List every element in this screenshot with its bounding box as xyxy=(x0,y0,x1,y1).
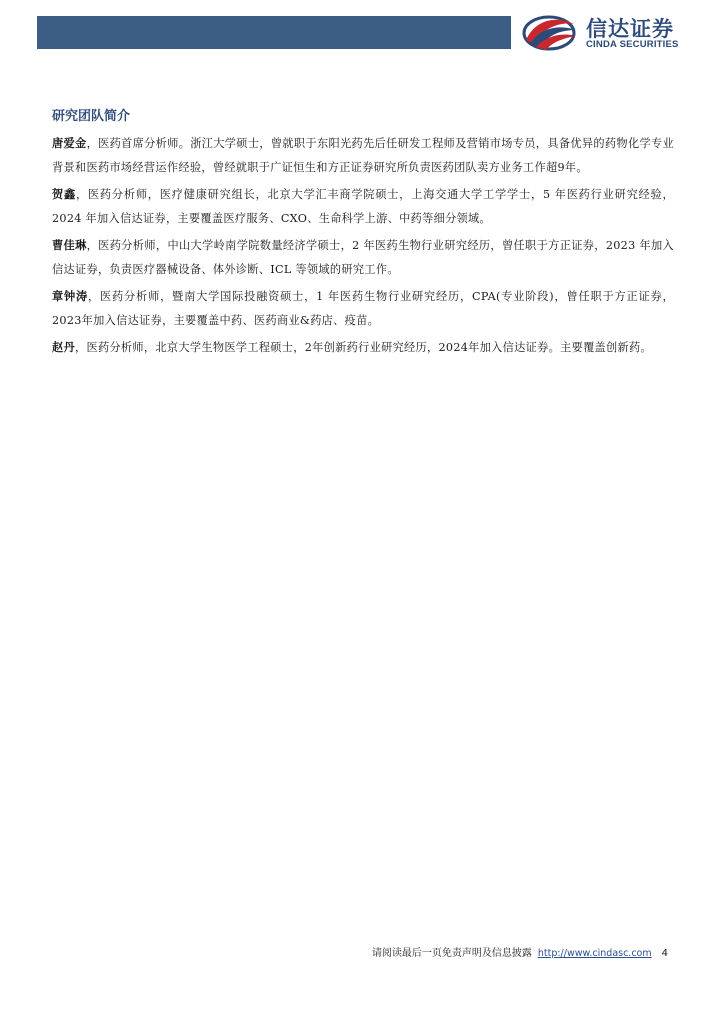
bio-paragraph xyxy=(52,336,674,360)
bio-paragraph xyxy=(52,234,674,281)
bio-paragraph xyxy=(52,183,674,230)
bio-list xyxy=(52,132,674,364)
analyst-bio: ，医药分析师，医疗健康研究组长，北京大学汇丰商学院硕士，上海交通大学工学学士，5 年医药行业研究经验，2024 年加入信达证券，主要覆盖医疗服务、CXO、生命科学上游、中药等细分领域。 xyxy=(52,188,674,225)
analyst-bio: ，医药分析师，暨南大学国际投融资硕士，1 年医药生物行业研究经历，CPA(专业阶段)，曾任职于方正证券，2023年加入信达证券，主要覆盖中药、医药商业&药店、疫苗。 xyxy=(52,290,674,327)
bio-paragraph xyxy=(52,132,674,179)
disclaimer-text: 请阅读最后一页免责声明及信息披露 xyxy=(371,948,532,959)
brand-name-cn: 信达证券 xyxy=(586,17,674,41)
header-bar xyxy=(37,16,511,49)
cinda-logo-icon xyxy=(522,14,580,52)
brand-logo xyxy=(522,14,694,52)
bio-paragraph xyxy=(52,285,674,332)
page-number: 4 xyxy=(661,948,668,959)
analyst-bio: ，医药分析师，中山大学岭南学院数量经济学硕士，2 年医药生物行业研究经历，曾任职于方正证券，2023 年加入信达证券，负责医疗器械设备、体外诊断、ICL 等领域的研究工作。 xyxy=(52,239,675,276)
brand-name-en: CINDA SECURITIES xyxy=(586,39,679,50)
analyst-name: 赵丹 xyxy=(52,340,75,354)
analyst-name: 曹佳琳 xyxy=(52,238,87,252)
analyst-name: 贺鑫 xyxy=(52,187,76,201)
page-footer xyxy=(372,944,668,959)
analyst-name: 唐爱金 xyxy=(52,136,87,150)
analyst-bio: ，医药分析师，北京大学生物医学工程硕士，2年创新药行业研究经历，2024年加入信达证券。主要覆盖创新药。 xyxy=(74,341,652,354)
analyst-name: 章钟涛 xyxy=(52,289,89,303)
website-link[interactable]: http://www.cindasc.com xyxy=(537,948,652,959)
section-title: 研究团队简介 xyxy=(52,109,131,124)
analyst-bio: ，医药首席分析师。浙江大学硕士，曾就职于东阳光药先后任研发工程师及营销市场专员，具备优异的药物化学专业背景和医药市场经营运作经验，曾经就职于广证恒生和方正证券研究所负责医药团队卖方业务工作超9年。 xyxy=(52,137,674,174)
